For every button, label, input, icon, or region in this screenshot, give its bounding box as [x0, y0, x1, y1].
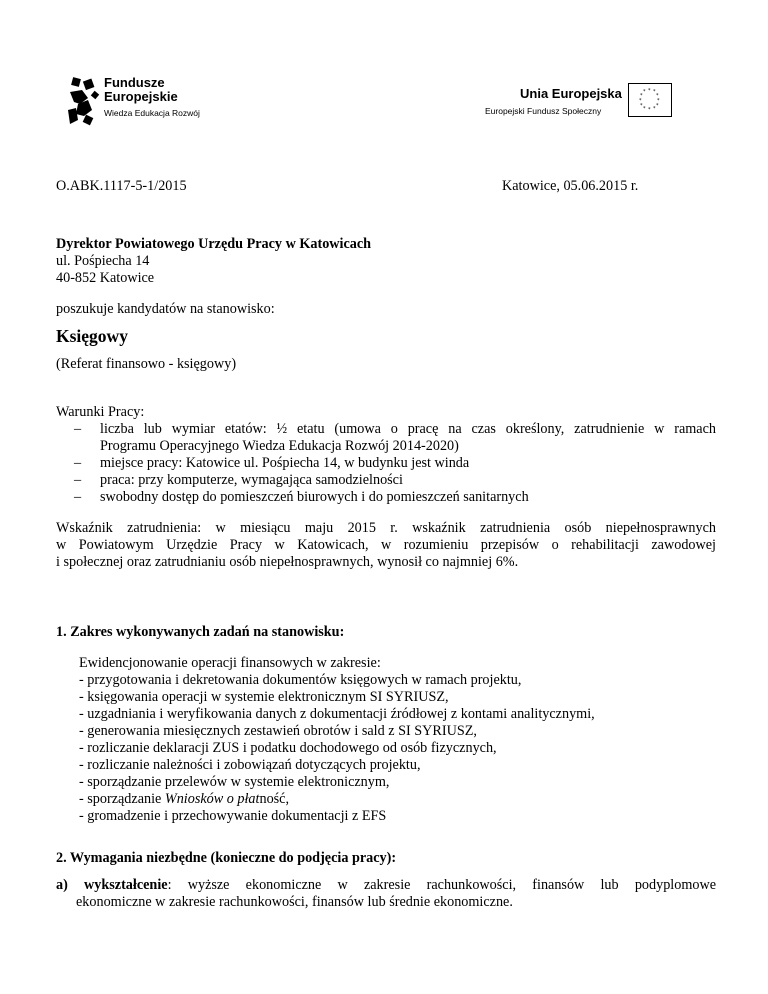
svg-text:*: * [656, 93, 659, 99]
reference-number: O.ABK.1117-5-1/2015 [56, 178, 187, 194]
section1-heading: 1. Zakres wykonywanych zadań na stanowisku: [56, 624, 345, 640]
requirement-a: a) wykształcenie: wyższe ekonomiczne w zakresie rachunkowości, finansów lub podyplomowe ekonomiczne w zakresie rachunkowości, finansów lub średnie ekonomiczne. [56, 877, 716, 910]
svg-text:*: * [640, 93, 643, 99]
fe-emblem-icon [66, 76, 100, 128]
position-title: Księgowy [56, 326, 128, 346]
place-date: Katowice, 05.06.2015 r. [502, 178, 639, 194]
eu-flag-icon [628, 83, 672, 117]
fe-logo-line1: Fundusze [104, 75, 165, 90]
section1-body [79, 655, 595, 825]
ue-logo-title: Unia Europejska [520, 86, 622, 101]
employer-city: 40-852 Katowice [56, 270, 155, 286]
list-item: - generowania miesięcznych zestawień obrotów i sald z SI SYRIUSZ, [79, 723, 477, 739]
list-item: - sporządzanie Wniosków o płatność, [79, 791, 290, 807]
svg-text:*: * [648, 88, 651, 94]
svg-text:*: * [653, 106, 656, 112]
svg-text:*: * [657, 98, 660, 104]
svg-text:*: * [656, 103, 659, 109]
employer-street: ul. Pośpiecha 14 [56, 253, 150, 269]
employer-name: Dyrektor Powiatowego Urzędu Pracy w Katowicach [56, 236, 372, 252]
list-item: - gromadzenie i przechowywanie dokumentacji z EFS [79, 808, 387, 824]
list-item: – swobodny dostęp do pomieszczeń biurowych i do pomieszczeń sanitarnych [74, 489, 529, 505]
list-item: – liczba lub wymiar etatów: ½ etatu (umowa o pracę na czas określony, zatrudnienie w ramach Programu Operacyjnego Wiedza Edukacja Rozwój 2014-2020) [74, 421, 716, 454]
list-item: - rozliczanie deklaracji ZUS i podatku dochodowego od osób fizycznych, [79, 740, 497, 756]
list-item: – praca: przy komputerze, wymagająca samodzielności [74, 472, 403, 488]
svg-text:*: * [639, 98, 642, 104]
section2-heading: 2. Wymagania niezbędne (konieczne do podjęcia pracy): [56, 850, 397, 866]
svg-text:*: * [640, 103, 643, 109]
conditions-list [56, 421, 716, 506]
list-item: - księgowania operacji w systemie elektronicznym SI SYRIUSZ, [79, 689, 449, 705]
list-item: – miejsce pracy: Katowice ul. Pośpiecha 14, w budynku jest winda [74, 455, 470, 471]
list-item: - rozliczanie należności i zobowiązań dotyczących projektu, [79, 757, 421, 773]
svg-text:*: * [643, 106, 646, 112]
department: (Referat finansowo - księgowy) [56, 356, 237, 372]
list-item: - przygotowania i dekretowania dokumentów księgowych w ramach projektu, [79, 672, 522, 688]
svg-text:*: * [653, 89, 656, 95]
fundusze-europejskie-logo [66, 72, 216, 132]
fe-logo-line3: Wiedza Edukacja Rozwój [104, 108, 200, 118]
employment-indicator: Wskaźnik zatrudnienia: w miesiącu maju 2015 r. wskaźnik zatrudnienia osób niepełnosprawnych w Powiatowym Urzędzie Pracy w Katowicach, w rozumieniu przepisów o rehabilitacji zawodowej i społecznej oraz zatrudnianiu osób niepełnosprawnych, wynosił co najmniej 6%. [56, 520, 716, 570]
section1-intro: Ewidencjonowanie operacji finansowych w zakresie: [79, 655, 381, 671]
svg-text:*: * [643, 89, 646, 95]
employer-address [56, 236, 371, 287]
list-item: - sporządzanie przelewów w systemie elektronicznym, [79, 774, 390, 790]
list-item: - uzgadniania i weryfikowania danych z dokumentacji źródłowej z kontami analitycznymi, [79, 706, 595, 722]
ue-logo-subtitle: Europejski Fundusz Społeczny [485, 106, 602, 116]
svg-text:*: * [648, 107, 651, 113]
conditions-heading: Warunki Pracy: [56, 404, 145, 420]
fe-logo-line2: Europejskie [104, 89, 178, 104]
seeking-text: poszukuje kandydatów na stanowisko: [56, 301, 275, 317]
